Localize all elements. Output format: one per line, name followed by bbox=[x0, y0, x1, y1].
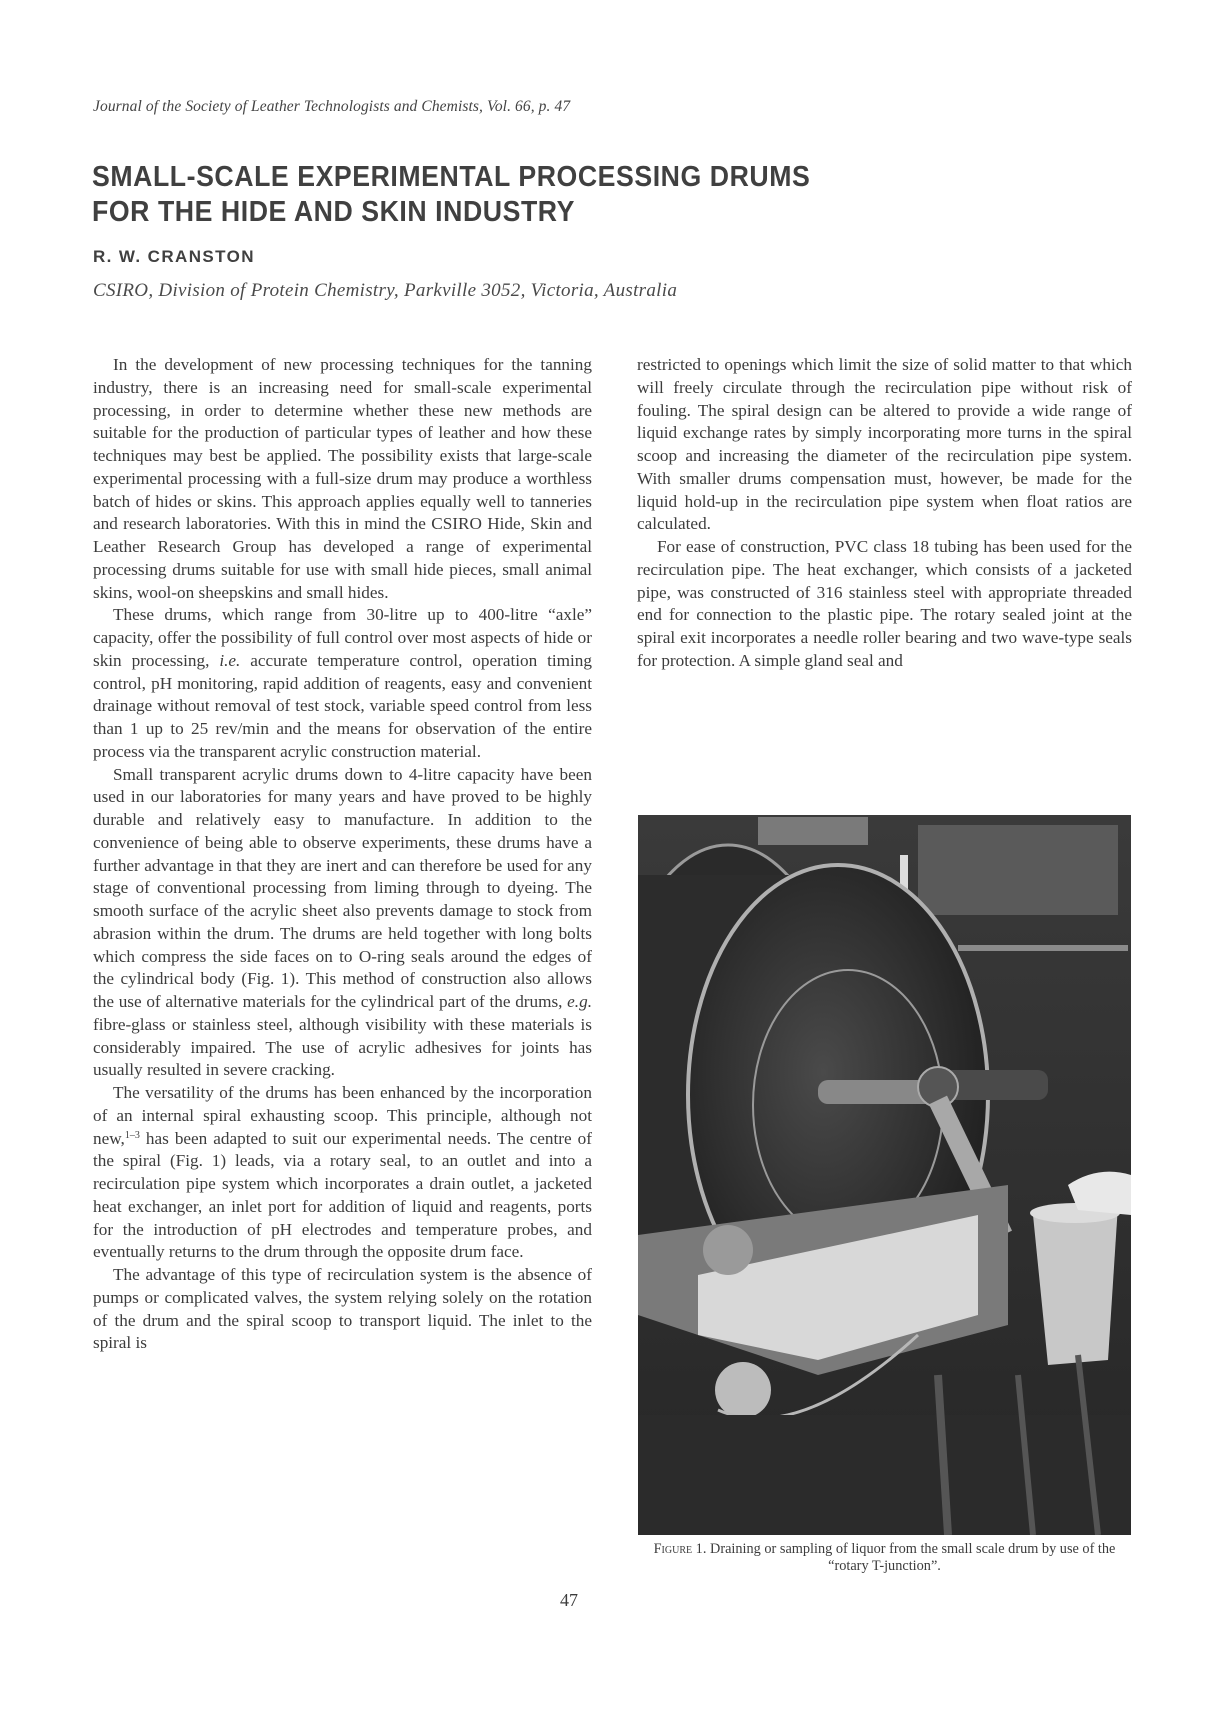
text-run: The versatility of the drums has been enhanced by the incorporation of an internal spiral exhausting scoop. This principle, although not new, bbox=[93, 1083, 592, 1148]
paragraph: For ease of construction, PVC class 18 tubing has been used for the recirculation pipe. The heat exchanger, which consists of a jacketed pipe, was constructed of 316 stainless steel with appropriate threaded end for connection to the plastic pipe. The rotary sealed joint at the spiral exit incorporates a needle roller bearing and two wave-type seals for protection. A simple gland seal and bbox=[637, 537, 1132, 670]
paragraph: In the development of new processing techniques for the tanning industry, there is an increasing need for small-scale experimental processing, in order to determine whether these new methods are suitable for the production of particular types of leather and how these techniques may best be applied. The possibility exists that large-scale experimental processing with a full-size drum may produce a worthless batch of hides or skins. This approach applies equally well to tanneries and research laboratories. With this in mind the CSIRO Hide, Skin and Leather Research Group has developed a range of experimental processing drums suitable for use with small hide pieces, small animal skins, wool-on sheepskins and small hides. bbox=[93, 355, 592, 602]
text-run: fibre-glass or stainless steel, although visibility with these materials is considerably impaired. The use of acrylic adhesives for joints has usually resulted in severe cracking. bbox=[93, 1014, 592, 1080]
left-column bbox=[93, 354, 592, 1355]
article-title-line-2: FOR THE HIDE AND SKIN INDUSTRY bbox=[92, 196, 575, 228]
journal-header: Journal of the Society of Leather Technologists and Chemists, Vol. 66, p. 47 bbox=[93, 98, 571, 115]
italic-abbrev: e.g. bbox=[567, 992, 592, 1011]
article-title-line-1: SMALL-SCALE EXPERIMENTAL PROCESSING DRUMS bbox=[92, 161, 811, 193]
paragraph bbox=[93, 604, 592, 763]
reference-superscript: 1–3 bbox=[124, 1129, 140, 1141]
figure-caption-text: Draining or sampling of liquor from the small scale drum by use of the “rotary T-junction”. bbox=[706, 1541, 1116, 1574]
text-run: Small transparent acrylic drums down to 4-litre capacity have been used in our laboratories for many years and have proved to be highly durable and relatively easy to manufacture. In addition to the convenience of being able to observe experiments, these drums have a further advantage in that they are inert and can therefore be used for any stage of conventional processing from liming through to dyeing. The smooth surface of the acrylic sheet also prevents damage to stock from abrasion within the drum. The drums are held together with long bolts which compress the side faces on to O-ring seals around the edges of the cylindrical body (Fig. 1). This method of construction also allows the use of alternative materials for the cylindrical part of the drums, bbox=[93, 764, 592, 1011]
paragraph bbox=[93, 764, 592, 1083]
figure-label: Figure 1. bbox=[653, 1541, 707, 1557]
figure-photo bbox=[638, 815, 1131, 1535]
figure-caption bbox=[637, 1541, 1132, 1575]
paragraph: The advantage of this type of recirculation system is the absence of pumps or complicated valves, the system relying solely on the rotation of the drum and the spiral scoop to transport liquid. The inlet to the spiral is bbox=[93, 1265, 592, 1353]
text-run: has been adapted to suit our experimental needs. The centre of the spiral (Fig. 1) leads, via a rotary seal, to an outlet and into a recirculation pipe system which incorporates a drain outlet, a jacketed heat exchanger, an inlet port for addition of liquid and reagents, ports for the introduction of pH electrodes and temperature probes, and eventually returns to the drum through the opposite drum face. bbox=[93, 1128, 592, 1262]
text-run: accurate temperature control, operation timing control, pH monitoring, rapid addition of reagents, easy and convenient drainage without removal of test stock, variable speed control from less than 1 up to 25 rev/min and the means for observation of the entire process via the transparent acrylic construction material. bbox=[93, 650, 592, 761]
italic-abbrev: i.e. bbox=[219, 650, 241, 670]
right-column bbox=[637, 354, 1132, 673]
article-title bbox=[92, 160, 994, 230]
drum-photo-icon bbox=[638, 815, 1131, 1535]
paragraph: restricted to openings which limit the size of solid matter to that which will freely circulate through the recirculation pipe without risk of fouling. The spiral design can be altered to provide a wide range of liquid exchange rates by simply incorporating more turns in the spiral scoop and increasing the diameter of the recirculation pipe system. With smaller drums compensation must, however, be made for the liquid hold-up in the recirculation pipe system when float ratios are calculated. bbox=[637, 355, 1132, 534]
author-name: R. W. CRANSTON bbox=[93, 247, 255, 266]
text-run: These drums, which range from 30-litre up to 400-litre “axle” capacity, offer the possibility of full control over most aspects of hide or skin processing, bbox=[93, 605, 592, 670]
page-number: 47 bbox=[560, 1590, 578, 1610]
paragraph bbox=[93, 1082, 592, 1264]
author-affiliation: CSIRO, Division of Protein Chemistry, Parkville 3052, Victoria, Australia bbox=[93, 280, 678, 301]
